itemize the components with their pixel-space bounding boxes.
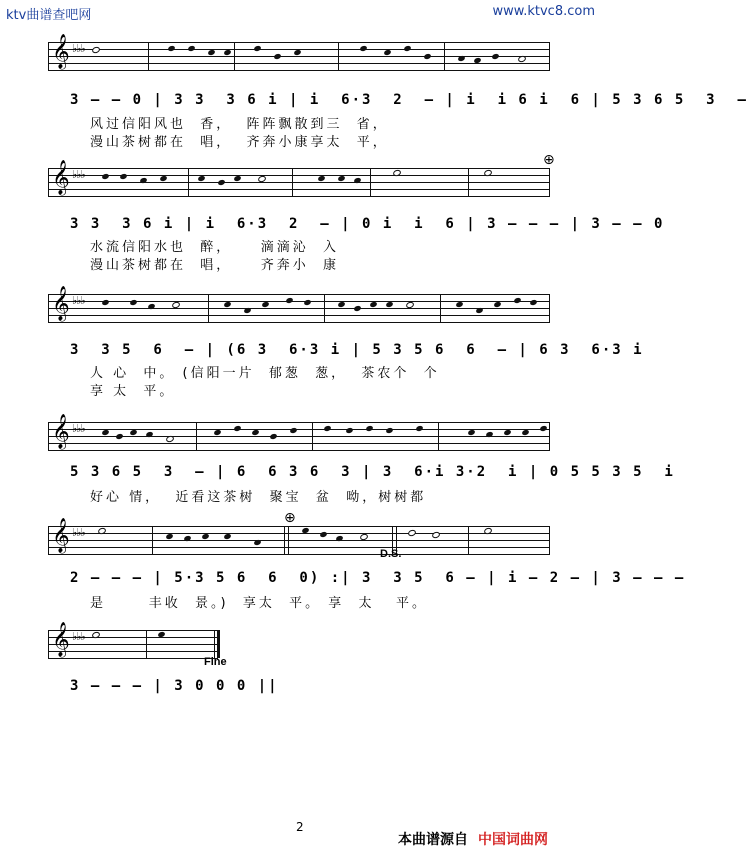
staff-row-5 bbox=[48, 518, 550, 554]
lyrics-row-2-verse-1: 水流信阳水也 醉， 滴滴沁 入 bbox=[90, 240, 340, 255]
treble-clef-icon: 𝄞 bbox=[52, 34, 70, 69]
treble-clef-icon: 𝄞 bbox=[52, 414, 70, 449]
coda-sign-icon: ⊕ bbox=[543, 152, 555, 168]
key-signature-flats-icon: ♭♭♭ bbox=[72, 526, 85, 539]
key-signature-flats-icon: ♭♭♭ bbox=[72, 168, 85, 181]
jianpu-row-4: 5 3 6 5 3 — | 6 6 3 6 3 | 3 6·i 3·2 i | 0 5 5 3 5 i bbox=[70, 464, 675, 480]
lyrics-row-3-verse-2: 享 太 平。 bbox=[90, 384, 176, 399]
jianpu-row-5: 2 — — — | 5·3 5 6 6 0) :| 3 3 5 6 — | i — 2 — | 3 — — — bbox=[70, 570, 686, 586]
credit-right: 中国词曲网 bbox=[478, 832, 548, 848]
coda-sign-icon: ⊕ bbox=[284, 510, 296, 526]
treble-clef-icon: 𝄞 bbox=[52, 160, 70, 195]
staff-row-4 bbox=[48, 414, 550, 450]
lyrics-row-3-verse-1: 人 心 中。 (信阳一片 郁葱 葱， 茶农个 个 bbox=[90, 366, 440, 381]
jianpu-row-3: 3 3 5 6 — | (6 3 6·3 i | 5 3 5 6 6 — | 6 3 6·3 i bbox=[70, 342, 644, 358]
jianpu-row-6: 3 — — — | 3 0 0 0 || bbox=[70, 678, 279, 694]
key-signature-flats-icon: ♭♭♭ bbox=[72, 422, 85, 435]
key-signature-flats-icon: ♭♭♭ bbox=[72, 42, 85, 55]
lyrics-row-1-verse-1: 风过信阳风也 香， 阵阵飘散到三 省， bbox=[90, 117, 389, 132]
lyrics-row-5-verse-1: 是 丰收 景。) 享太 平。 享 太 平。 bbox=[90, 596, 428, 611]
jianpu-row-2: 3 3 3 6 i | i 6·3 2 — | 0 i i 6 | 3 — — — | 3 — — 0 bbox=[70, 216, 665, 232]
jianpu-row-1: 3 — — 0 | 3 3 3 6 i | i 6·3 2 — | i i 6 i 6 | 5 3 6 5 3 — bbox=[70, 92, 748, 108]
key-signature-flats-icon: ♭♭♭ bbox=[72, 294, 85, 307]
treble-clef-icon: 𝄞 bbox=[52, 622, 70, 657]
treble-clef-icon: 𝄞 bbox=[52, 518, 70, 553]
staff-row-1 bbox=[48, 34, 550, 70]
page-number: 2 bbox=[296, 820, 304, 834]
credit-left: 本曲谱源自 bbox=[398, 832, 468, 848]
lyrics-row-2-verse-2: 漫山茶树都在 唱， 齐奔小 康 bbox=[90, 258, 340, 273]
header-site-name: ktv曲谱查吧网 bbox=[6, 8, 92, 23]
staff-row-6 bbox=[48, 622, 218, 658]
fine-marking: Fine bbox=[204, 656, 227, 668]
header-url: www.ktvc8.com bbox=[492, 4, 595, 19]
treble-clef-icon: 𝄞 bbox=[52, 286, 70, 321]
key-signature-flats-icon: ♭♭♭ bbox=[72, 630, 85, 643]
lyrics-row-4-verse-1: 好心 情， 近看这茶树 聚宝 盆 呦，树树都 bbox=[90, 490, 427, 505]
lyrics-row-1-verse-2: 漫山茶树都在 唱， 齐奔小康享太 平， bbox=[90, 135, 389, 150]
staff-row-3 bbox=[48, 286, 550, 322]
source-credit bbox=[398, 829, 548, 849]
ds-marking: D.S. bbox=[380, 548, 402, 560]
staff-row-2 bbox=[48, 160, 550, 196]
